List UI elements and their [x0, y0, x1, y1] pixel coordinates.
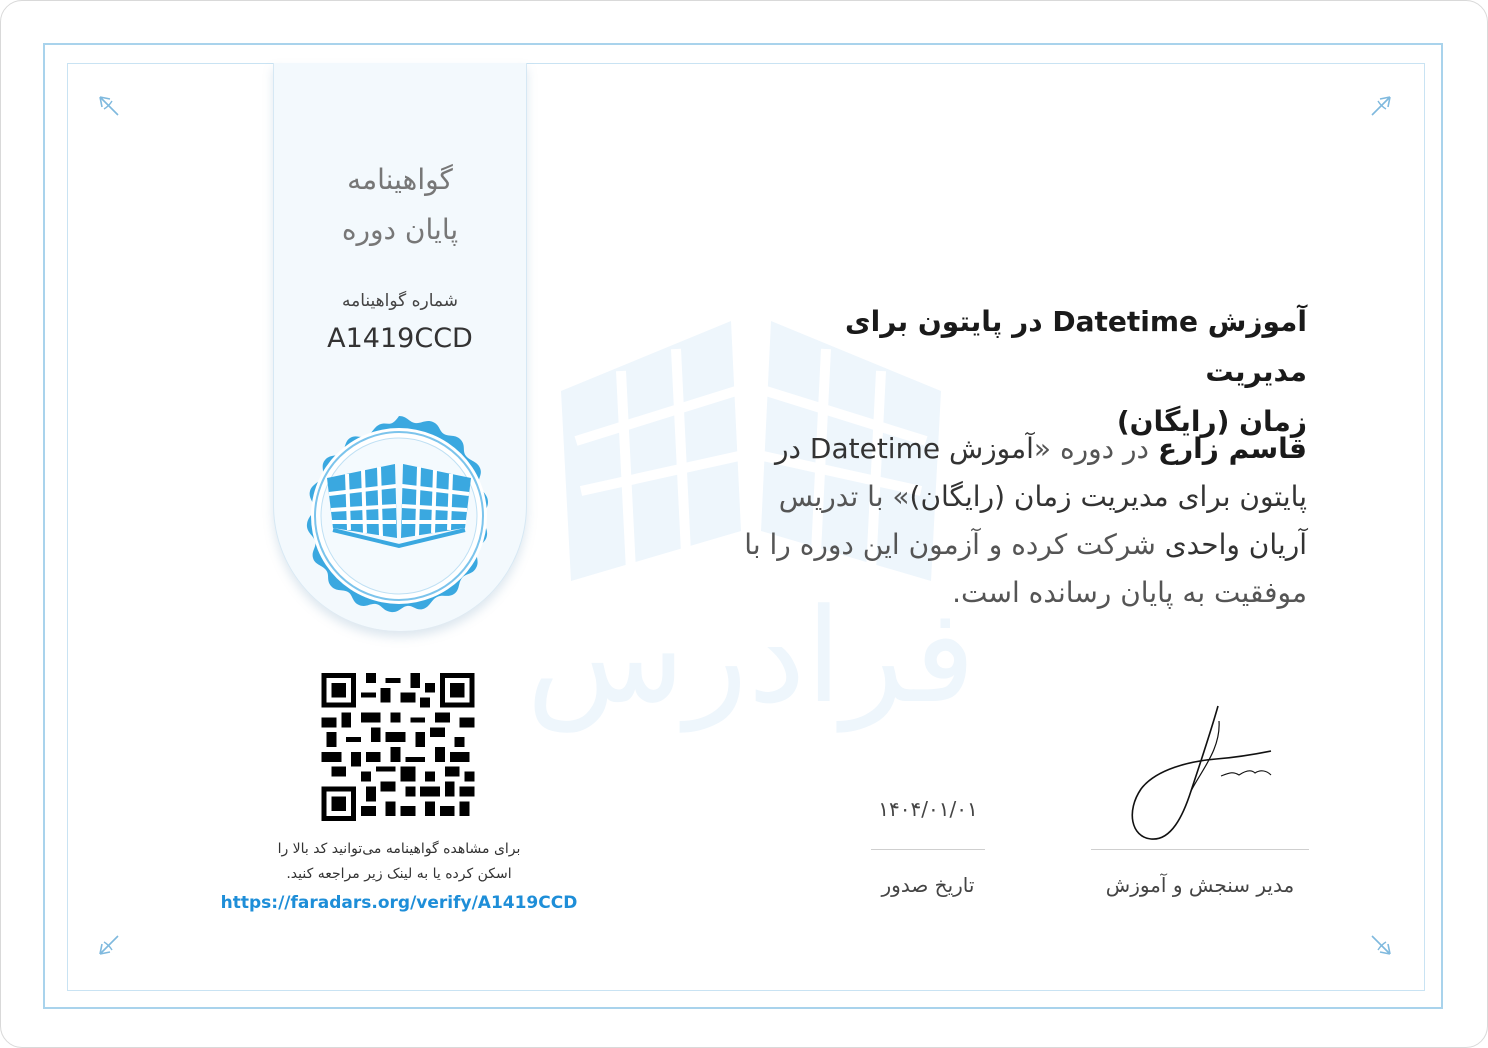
issue-date-label: تاریخ صدور: [881, 873, 975, 897]
qr-note-line2: اسکن کرده یا به لینک زیر مراجعه کنید.: [286, 866, 512, 882]
faradars-seal-icon: [289, 406, 509, 626]
qr-note-line1: برای مشاهده گواهینامه می‌توانید کد بالا را: [277, 841, 521, 857]
instructor-name: آریان واحدی: [1164, 528, 1307, 561]
statement-course-name-line2: پایتون برای مدیریت زمان (رایگان): [909, 480, 1307, 513]
statement-part4: موفقیت به پایان رسانده است.: [952, 576, 1307, 609]
signature-image: [1121, 701, 1301, 846]
course-title-line2: زمان (رایگان): [1116, 405, 1307, 438]
corner-ornament-icon: [98, 934, 120, 956]
course-title-line1: آموزش Datetime در پایتون برای مدیریت: [844, 305, 1307, 388]
corner-ornament-icon: [1370, 95, 1392, 117]
watermark-text: فرادرس: [526, 580, 976, 732]
ribbon-title-line2: پایان دوره: [341, 213, 459, 246]
corner-ornament-icon: [1370, 934, 1392, 956]
corner-ornament-icon: [98, 95, 120, 117]
date-line: [871, 849, 985, 850]
signature-line: [1091, 849, 1309, 850]
statement-part3: شرکت کرده و آزمون این دوره را با: [744, 528, 1165, 561]
verify-link[interactable]: https://faradars.org/verify/A1419CCD: [220, 893, 578, 913]
statement-part2: » با تدریس: [778, 480, 910, 513]
statement-course-name-line1: آموزش Datetime در: [775, 432, 1034, 465]
signer-title: مدیر سنجش و آموزش: [1105, 873, 1295, 897]
qr-note: [221, 837, 577, 887]
student-name: قاسم زارع: [1157, 432, 1307, 465]
issue-date: ۱۴۰۴/۰۱/۰۱: [878, 797, 978, 821]
ribbon-title-line1: گواهینامه: [347, 163, 453, 196]
cert-number-label: شماره گواهینامه: [342, 291, 458, 311]
statement-part1: در دوره «: [1033, 432, 1158, 465]
completion-statement: [707, 425, 1307, 617]
cert-number: A1419CCD: [327, 323, 473, 354]
qr-code[interactable]: [321, 673, 475, 821]
